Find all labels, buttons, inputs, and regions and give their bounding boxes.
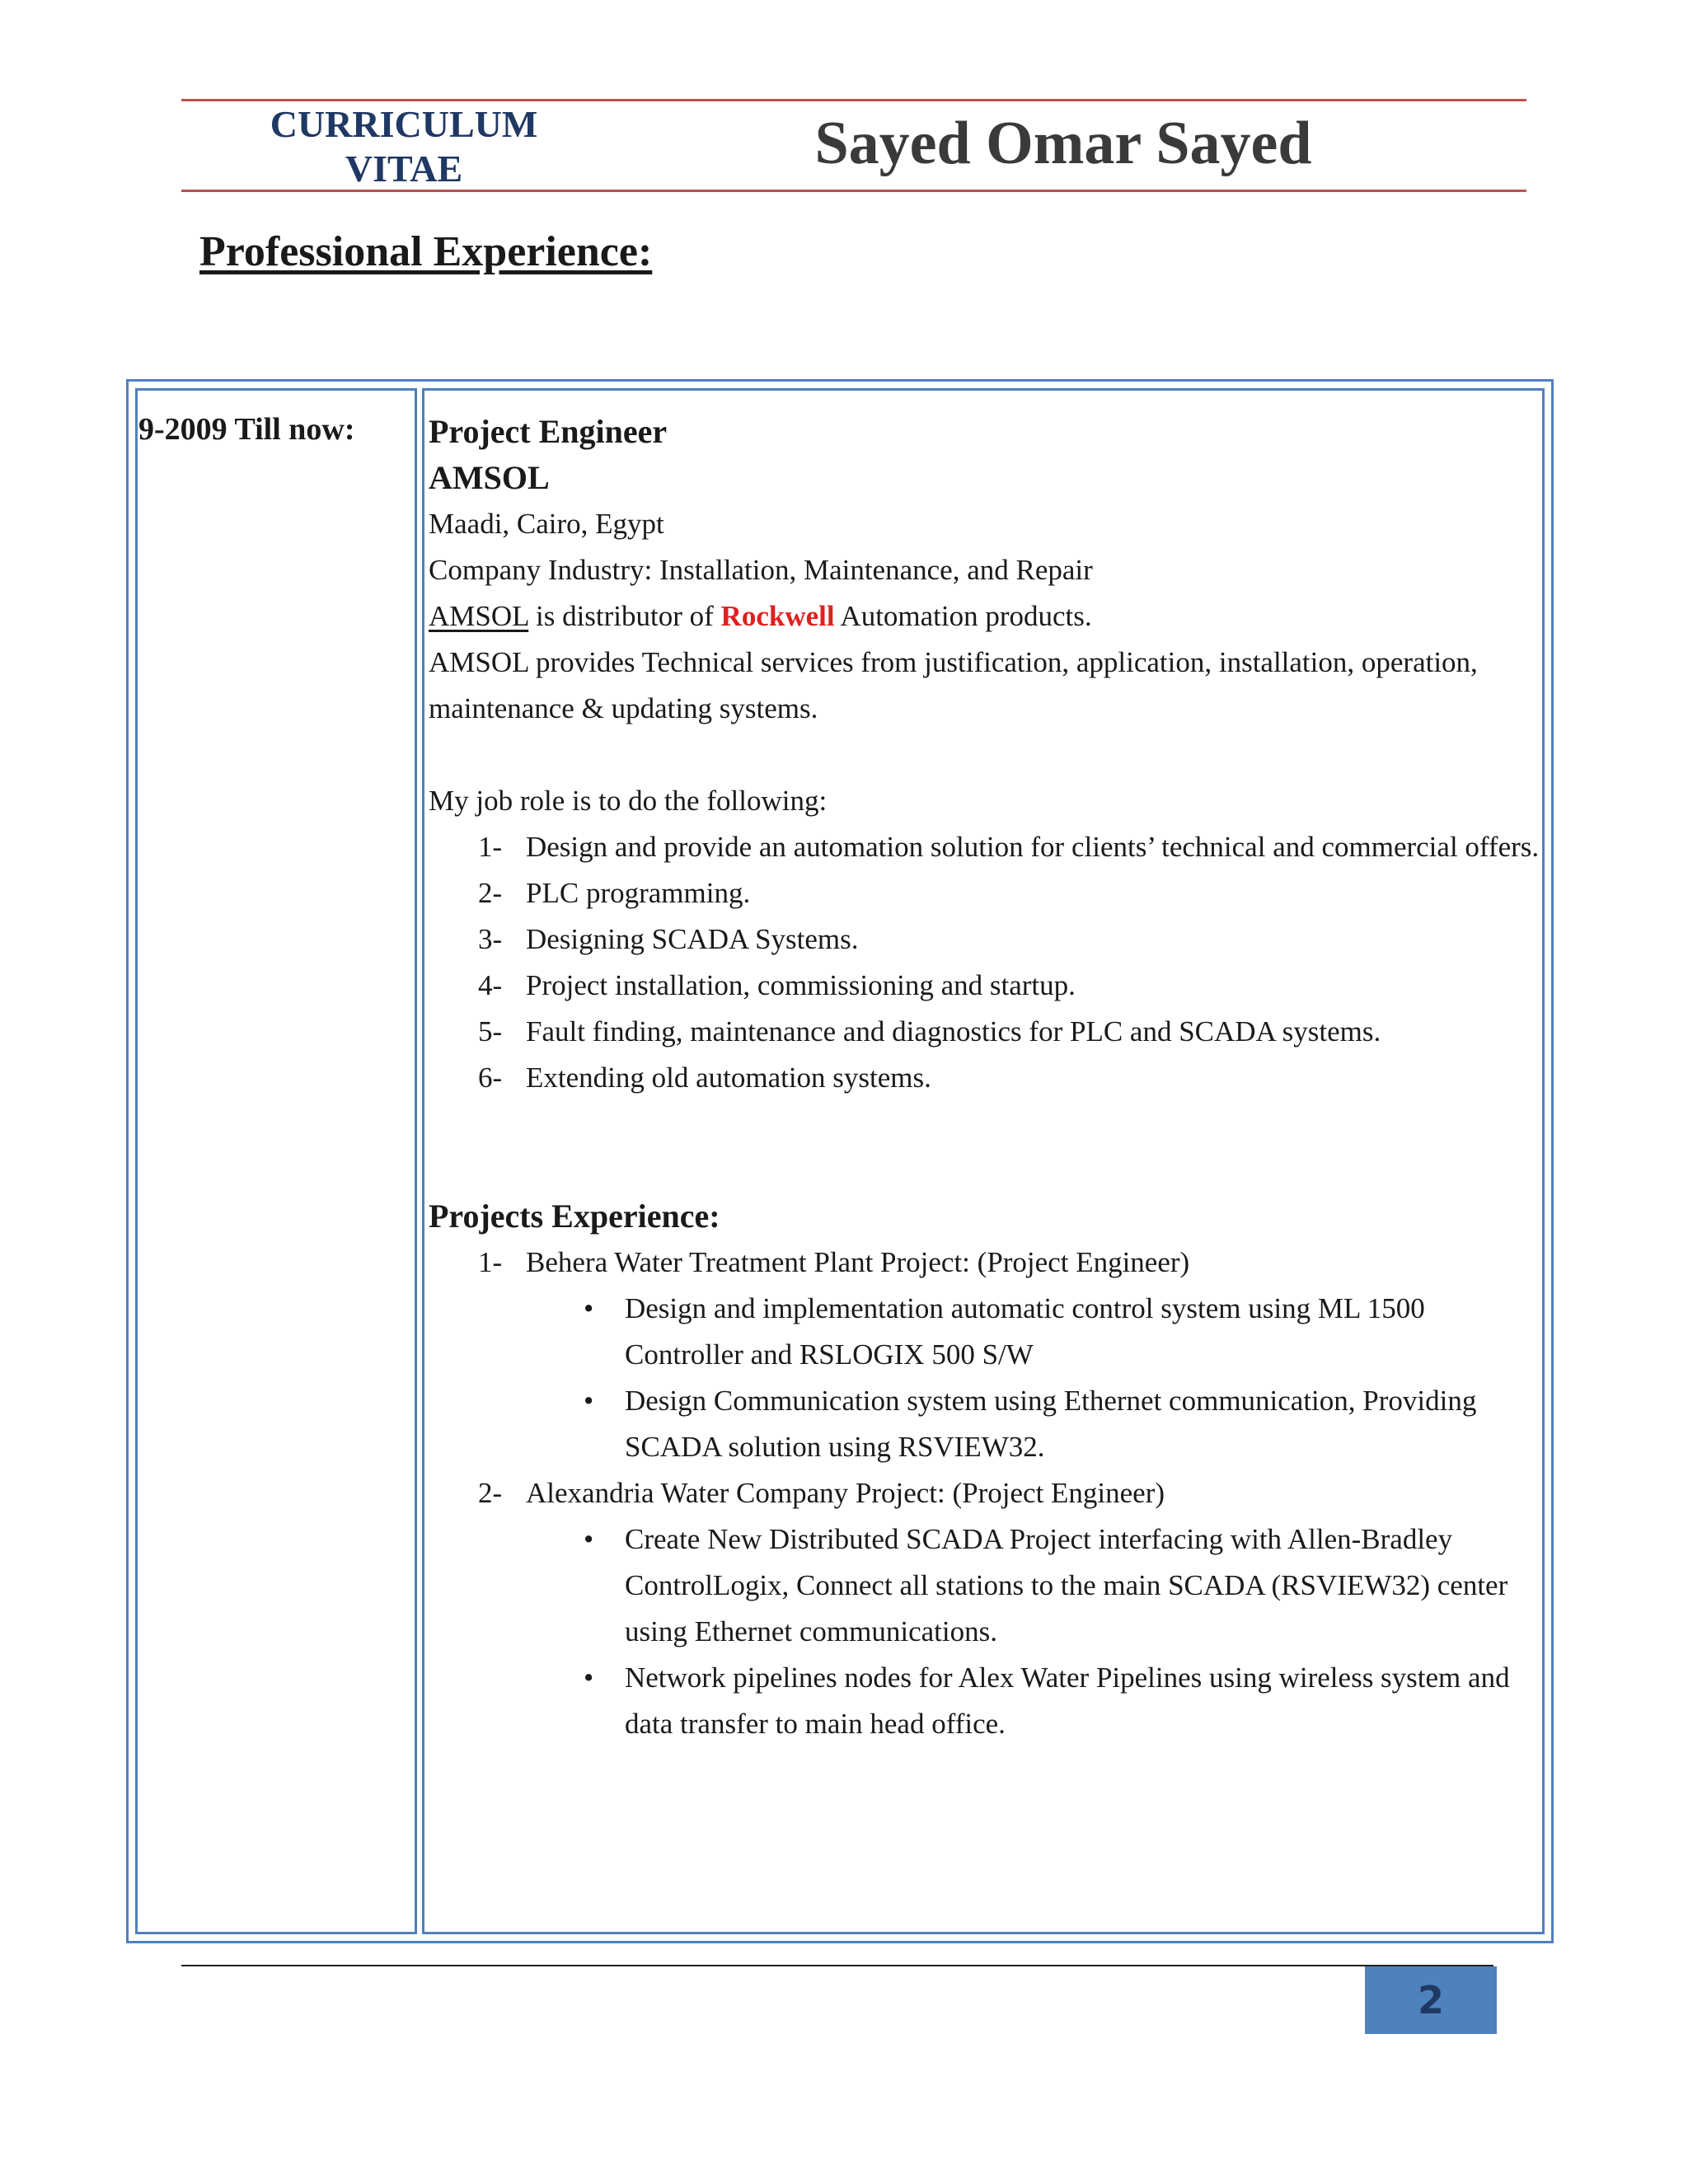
project-item: [429, 1470, 1541, 1516]
job-role-item: [429, 963, 1541, 1009]
item-number: 3-: [478, 923, 503, 955]
brand-name: Rockwell: [720, 600, 835, 632]
project-bullet: [429, 1516, 1541, 1655]
cv-label-line2: VITAE: [345, 148, 463, 190]
projects-title: Projects Experience:: [429, 1197, 720, 1235]
project-bullet: [429, 1655, 1541, 1747]
item-text: Project installation, commissioning and startup.: [526, 969, 1076, 1001]
bullet-text: Network pipelines nodes for Alex Water Pipelines using wireless system and data transfer to main head office.: [625, 1661, 1510, 1740]
item-number: 2-: [478, 877, 503, 909]
cv-label-line1: CURRICULUM: [270, 103, 538, 145]
bullet-dot-icon: •: [584, 1661, 594, 1694]
job-role-intro: My job role is to do the following:: [429, 785, 828, 817]
services-line-2: maintenance & updating systems.: [429, 692, 818, 724]
job-role-item: [429, 916, 1541, 963]
item-number: 6-: [478, 1062, 503, 1094]
item-text: Fault finding, maintenance and diagnostics for PLC and SCADA systems.: [526, 1015, 1381, 1047]
item-text: Extending old automation systems.: [526, 1062, 931, 1094]
header-bottom-rule: [181, 190, 1526, 192]
services-line-1: AMSOL provides Technical services from justification, application, installation, operation,: [429, 646, 1478, 678]
item-number: 5-: [478, 1015, 503, 1047]
section-title: Professional Experience:: [199, 228, 653, 275]
item-number: 1-: [478, 1246, 503, 1278]
job-role-list: [429, 824, 1541, 1101]
bullet-dot-icon: •: [584, 1292, 594, 1324]
company-name: AMSOL: [429, 459, 550, 496]
project-title: Alexandria Water Company Project: (Project Engineer): [526, 1477, 1165, 1509]
item-text: Design and provide an automation solution for clients’ technical and commercial offers.: [526, 831, 1540, 863]
distributor-company: AMSOL: [429, 600, 529, 632]
project-item: [429, 1240, 1541, 1286]
page-number: 2: [1417, 1978, 1444, 2022]
bullet-text: Design Communication system using Ethernet communication, Providing SCADA solution using RSVIEW32.: [625, 1385, 1477, 1463]
item-text: Designing SCADA Systems.: [526, 923, 859, 955]
job-role-item: [429, 1009, 1541, 1055]
bullet-dot-icon: •: [584, 1523, 594, 1555]
job-role-item: [429, 1055, 1541, 1101]
item-text: PLC programming.: [526, 877, 751, 909]
experience-details: [429, 409, 1541, 1747]
footer-rule: [181, 1965, 1493, 1966]
job-role-item: [429, 870, 1541, 916]
distributor-text1: is distributor of: [528, 600, 721, 632]
distributor-line: [429, 593, 1541, 640]
job-role-item: [429, 824, 1541, 870]
date-cell: [135, 388, 417, 1934]
item-number: 4-: [478, 969, 503, 1001]
header-top-rule: [181, 99, 1526, 101]
bullet-dot-icon: •: [584, 1385, 594, 1417]
company-industry: Company Industry: Installation, Maintenance, and Repair: [429, 554, 1093, 586]
job-position: Project Engineer: [429, 413, 668, 450]
cv-label: [247, 102, 560, 191]
distributor-text2: Automation products.: [834, 600, 1092, 632]
project-title: Behera Water Treatment Plant Project: (Project Engineer): [526, 1246, 1190, 1278]
item-number: 1-: [478, 831, 503, 863]
projects-list: [429, 1240, 1541, 1747]
project-bullet: [429, 1378, 1541, 1470]
item-number: 2-: [478, 1477, 503, 1509]
bullet-text: Design and implementation automatic control system using ML 1500 Controller and RSLOGIX 500 S/W: [625, 1292, 1425, 1371]
bullet-text: Create New Distributed SCADA Project interfacing with Allen-Bradley ControlLogix, Connect all stations to the main SCADA (RSVIEW32) center using Ethernet communications.: [625, 1523, 1508, 1647]
project-bullet: [429, 1286, 1541, 1378]
company-location: Maadi, Cairo, Egypt: [429, 508, 664, 540]
candidate-name: Sayed Omar Sayed: [814, 110, 1312, 177]
page-number-box: [1365, 1966, 1497, 2034]
experience-date: 9-2009 Till now:: [138, 412, 355, 447]
